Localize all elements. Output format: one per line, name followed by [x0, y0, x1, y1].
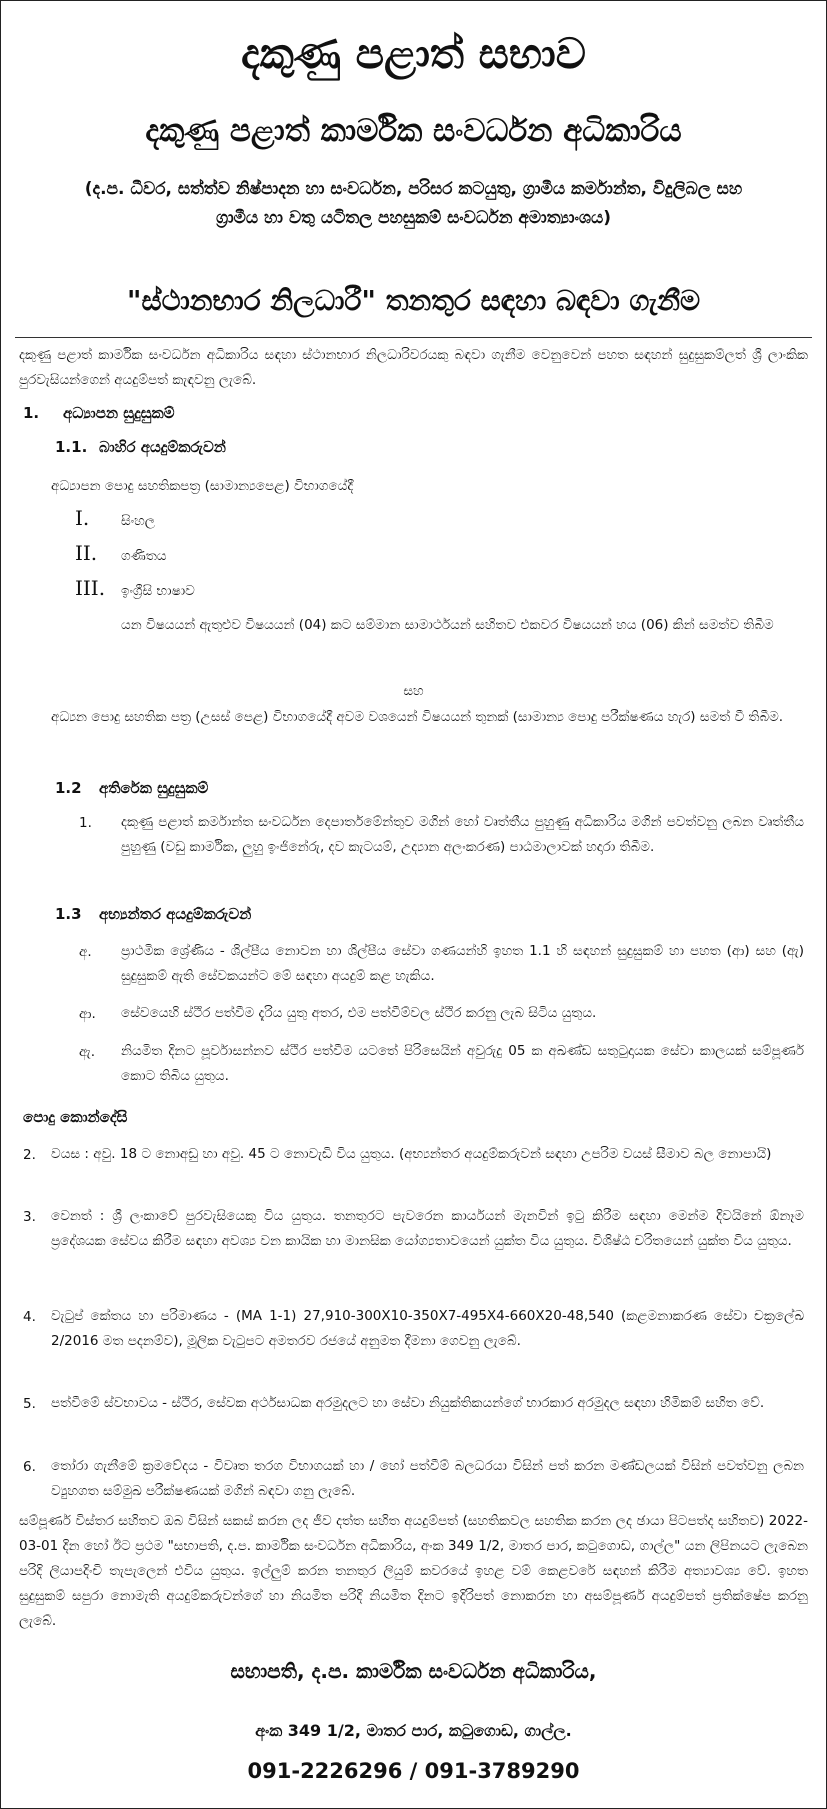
ministry-subtitle: (ද.ප. ධීවර, සත්ත්ව නිෂ්පාදන හා සංවර්ධන, පරිසර කටයුතු, ග්‍රාමීය කර්මාන්ත, විදුලිබල සහ ග්‍රාමීය හා වතු යටිතල පහසුකම් සංවර්ධන අමාත්‍යාංශය) — [84, 179, 743, 228]
condition-3-text: වෙනත් : ශ්‍රී ලංකාවේ පුරවැසියෙකු විය යුතුය. තනතුරට පැවරෙන කාර්යයන් මැනවින් ඉටු කිරීම සඳහා මෙන්ම දිවයිනේ ඕනෑම ප්‍රදේශයක සේවය කිරීම සඳහා අවශ්‍ය වන කායික හා මානසික යෝග්‍යතාවයෙන් යුක්ත විය යුතුය. විශිෂ්ඨ චරිතයෙන් යුක්ත විය යුතුය. — [51, 1208, 804, 1249]
ol-requirement-note: යන විෂයයන් ඇතුළුව විෂයයන් (04) කට සම්මාන සාමාර්ථයන් සහිතව එකවර විෂයයන් හය (06) කින් සමත්ව තිබීම — [121, 617, 774, 633]
section-1-number: 1. — [23, 404, 40, 422]
address-line: අංක 349 1/2, මාතර පාර, කටුගොඩ, ගාල්ල. — [255, 1721, 572, 1740]
internal-item-b-text: සේවයෙහි ස්ථිර පත්වීම දැරිය යුතු අතර, එම පත්වීම්වල ස්ථිර කරනු ලැබ සිටිය යුතුය. — [121, 1005, 597, 1021]
subject-3-numeral: III. — [75, 576, 106, 600]
internal-item-a-number: අ. — [79, 944, 92, 960]
closing-paragraph: සම්පූර්ණ විස්තර සහිතව ඔබ විසින් සකස් කරන ලද ජීව දත්ත සහිත අයදුම්පත් (සහතිකවල සහතික කරන ලද ඡායා පිටපත්ද සහිතව) 2022-03-01 දින හෝ ඊට ප්‍රථම "සභාපති, ද.ප. කාර්මික සංවර්ධන අධිකාරිය, අංක 349 1/2, මාතර පාර, කටුගොඩ, ගාල්ල" යන ලිපිනයට ලැබෙන පරිදි ලියාපදිංචි තැපැලෙන් එවිය යුතුය. ඉල්ලුම් කරන තනතුර ලියුම් කවරයේ ඉහළ වම් කෙළවරේ සඳහන් කිරීම අත්‍යාවශ්‍ය වේ. ඉහත සුදුසුකම් සපුරා නොමැති අයදුම්කරුවන්ගේ හා නියමිත පරිදි නියමිත දිනට ඉදිරිපත් නොකරන හා අසම්පූර්ණ අයදුම්පත් ප්‍රතික්ෂේප කරනු ලැබේ. — [19, 1513, 808, 1629]
section-1-3-title: අභ්‍යන්තර අයදුම්කරුවන් — [99, 905, 252, 923]
authority-title: දකුණු පළාත් කාර්මික සංවර්ධන අධිකාරිය — [145, 113, 682, 149]
internal-item-a-text: ප්‍රාථමික ශ්‍රේණිය - ශිල්පීය නොවන හා ශිල්පීය සේවා ගණයන්හි ඉහත 1.1 හි සඳහන් සුදුසුකම් හා පහත (ආ) සහ (ඇ) සුදුසුකම් ඇති සේවකයන්ට මේ සඳහා අයදුම් කළ හැකිය. — [121, 943, 804, 984]
condition-3-number: 3. — [23, 1209, 36, 1225]
condition-5-text: පත්වීමේ ස්වභාවය - ස්ථිර, සේවක අර්ථසාධක අරමුදලට හා සේවා නියුක්තිකයන්ගේ භාරකාර අරමුදල සඳහා හිමිකම් සහිත වේ. — [51, 1395, 765, 1411]
condition-5-number: 5. — [23, 1396, 36, 1412]
header-divider — [15, 337, 812, 338]
subject-2-numeral: II. — [75, 541, 98, 565]
section-1-2-number: 1.2 — [55, 779, 82, 797]
condition-6-number: 6. — [23, 1459, 36, 1475]
section-1-3-number: 1.3 — [55, 905, 82, 923]
internal-item-c-number: ඇ. — [79, 1044, 96, 1060]
additional-item-1-text: දකුණු පළාත් කර්මාන්ත සංවර්ධන දෙපාර්තමේන්තුව මගින් හෝ වෘත්තීය පුහුණු අධිකාරිය මගින් පවත්වනු ලබන වෘත්තීය පුහුණු (වඩු කාර්මික, ලුහු ඉංජිනේරු, දව කැටයම්, උද්‍යාන අලංකරණ) පාඨමාලාවක් හදාරා තිබීම. — [121, 814, 804, 855]
subject-2-text: ගණිතය — [121, 548, 167, 564]
section-1-1-number: 1.1. — [55, 438, 88, 456]
additional-item-1-number: 1. — [79, 815, 92, 831]
condition-4-text: වැටුප් කේතය හා පරිමාණය - (MA 1-1) 27,910-300X10-350X7-495X4-660X20-48,540 (කළමනාකරණ සේවා චක්‍රලේඛ 2/2016 මත පදනම්ව), මූලික වැටුපට අමතරව රජයේ අනුමත දීමනා ගෙවනු ලැබේ. — [51, 1308, 804, 1349]
internal-item-b-number: ආ. — [79, 1006, 96, 1022]
council-title: දකුණු පළාත් සභාව — [241, 29, 586, 78]
and-connector: සහ — [403, 683, 424, 699]
ol-lead-text: අධ්‍යාපන පොදු සහතිකපත්‍ර (සාමාන්‍යපෙළ) විභාගයේදී — [51, 478, 354, 494]
section-1-2-title: අතිරේක සුදුසුකම් — [99, 779, 209, 797]
phone-numbers: 091-2226296 / 091-3789290 — [247, 1759, 580, 1783]
condition-2-number: 2. — [23, 1147, 36, 1163]
internal-item-c-text: නියමිත දිනට පූර්වාසන්නව ස්ථිර පත්වීම යටතේ පිරිසෙයින් අවුරුදු 05 ක අඛණ්ඩ සතුටුදායක සේවා කාලයක් සම්පූර්ණ කොට තිබිය යුතුය. — [121, 1043, 804, 1084]
section-1-title: අධ්‍යාපන සුදුසුකම් — [63, 404, 175, 422]
subject-1-text: සිංහල — [121, 513, 156, 529]
condition-2-text: වයස : අවු. 18 ට නොඅඩු හා අවු. 45 ට නොවැඩි විය යුතුය. (අභ්‍යන්තර අයදුම්කරුවන් සඳහා උපරිම වයස් සීමාව බල නොපායි) — [51, 1146, 772, 1162]
condition-6-text: තෝරා ගැනීමේ ක්‍රමවේදය - විවෘත තරග විභාගයක් හා / හෝ පත්වීම් බලධරයා විසින් පත් කරන මණ්ඩලයක් විසින් පවත්වනු ලබන ව්‍යුහගත සම්මුඛ පරීක්ෂණයක් මගින් බඳවා ගනු ලැබේ. — [51, 1458, 804, 1499]
chairman-signature-line: සභාපති, ද.ප. කාර්මික සංවර්ධන අධිකාරිය, — [230, 1659, 597, 1683]
subject-3-text: ඉංග්‍රීසි භාෂාව — [121, 583, 195, 599]
post-title: "ස්ථානභාර නිලධාරී" තනතුර සඳහා බඳවා ගැනීම — [126, 284, 701, 317]
al-requirement: අධ්‍යන පොදු සහතික පත්‍ර (උසස් පෙළ) විභාගයේදී අවම වශයෙන් විෂයයන් තුනක් (සාමාන්‍ය පොදු පරීක්ෂණය හැර) සමත් වී තිබීම. — [51, 709, 784, 725]
intro-paragraph: දකුණු පළාත් කාර්මික සංවර්ධන අධිකාරිය සඳහා ස්ථානභාර නිලධාරිවරයකු බඳවා ගැනීම වෙනුවෙන් පහත සඳහන් සුදුසුකම්ලත් ශ්‍රී ලාංකික පුරවැසියන්ගෙන් අයදුම්පත් කැඳවනු ලැබේ. — [19, 347, 808, 388]
condition-4-number: 4. — [23, 1309, 36, 1325]
section-1-1-title: බාහිර අයදුම්කරුවන් — [99, 438, 226, 456]
general-conditions-title: පොදු කොන්දේසි — [23, 1108, 128, 1126]
subject-1-numeral: I. — [75, 506, 90, 530]
